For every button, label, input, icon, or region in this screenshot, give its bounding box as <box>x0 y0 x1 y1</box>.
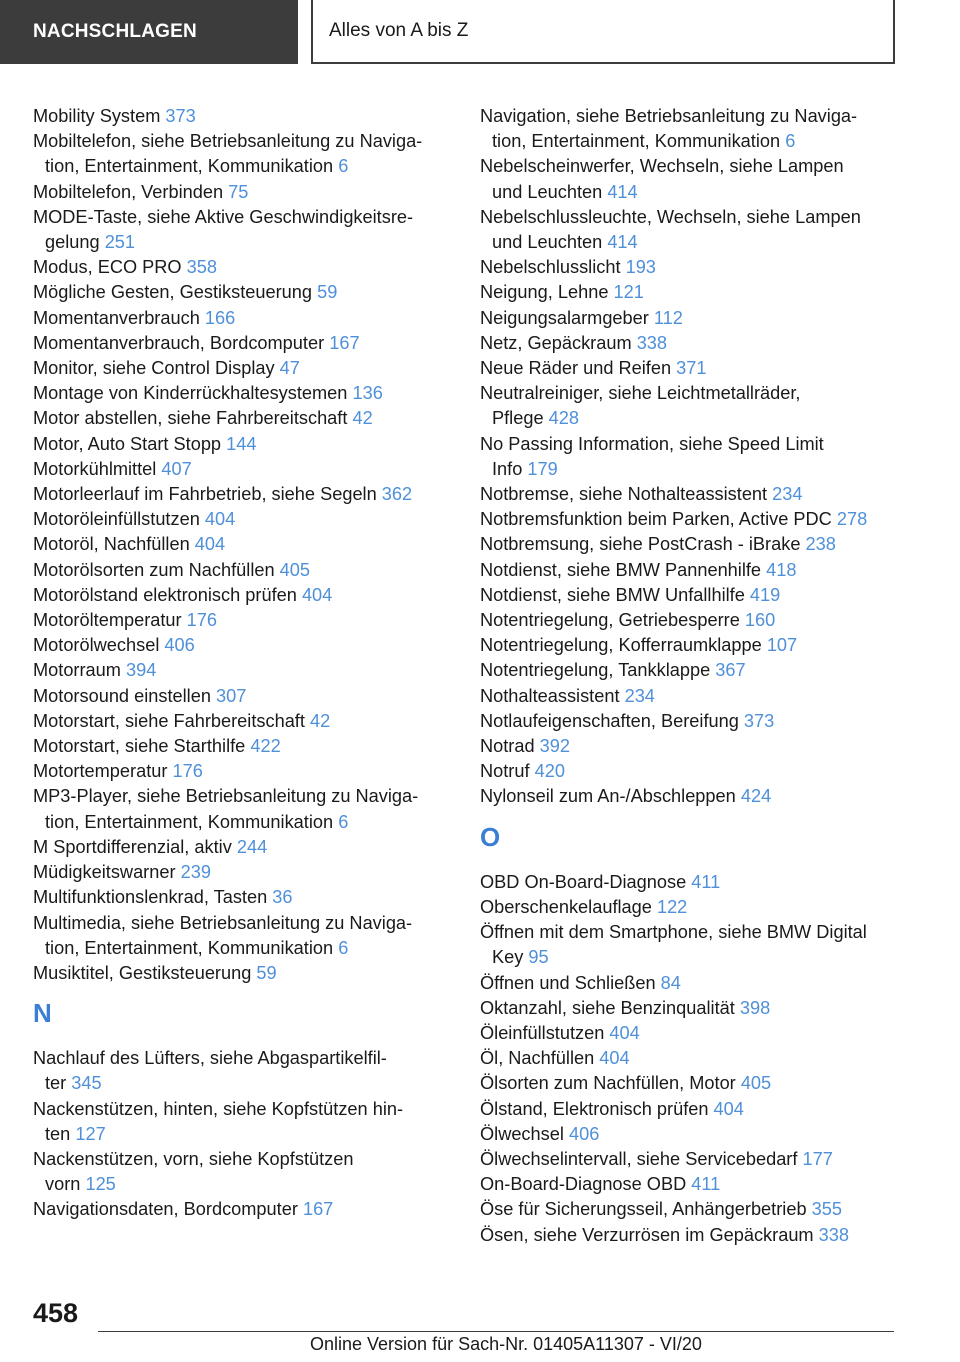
index-entry <box>33 1046 453 1096</box>
index-entry-text: Montage von Kinderrückhaltesystemen <box>33 383 348 404</box>
index-entry-text: Motorleerlauf im Fahrbetrieb, siehe Segeln <box>33 484 377 505</box>
index-entry-text: Mögliche Gesten, Gestiksteuerung <box>33 282 313 303</box>
index-entry-text: MP3-Player, siehe Betriebsanleitung zu Naviga‐ <box>33 786 419 807</box>
index-entry-text: Multifunktionslenkrad, Tasten <box>33 887 268 908</box>
index-entry <box>33 205 453 255</box>
index-entry <box>33 507 453 532</box>
index-entry <box>33 911 453 961</box>
page-reference-link[interactable]: 136 <box>352 383 383 404</box>
index-entry <box>480 583 920 608</box>
index-entry-text: Motorstart, siehe Fahrbereitschaft <box>33 710 305 731</box>
page-reference-link[interactable]: 411 <box>691 871 721 892</box>
page-reference-link[interactable]: 414 <box>607 181 638 202</box>
index-entry-text: Öse für Sicherungsseil, Anhängerbetrieb <box>480 1199 807 1220</box>
index-entry <box>480 1021 920 1046</box>
index-entry-text: Momentanverbrauch, Bordcomputer <box>33 332 325 353</box>
page-reference-link[interactable]: 371 <box>676 358 707 379</box>
index-entry-text: Multimedia, siehe Betriebsanleitung zu Naviga‐ <box>33 912 413 933</box>
page-reference-link[interactable]: 373 <box>743 710 775 731</box>
index-entry-text: Modus, ECO PRO <box>33 257 182 278</box>
index-entry-text: Notdienst, siehe BMW Pannenhilfe <box>480 559 762 580</box>
index-entry <box>33 835 453 860</box>
page-reference-link[interactable]: 419 <box>749 584 781 605</box>
index-entry <box>480 356 920 381</box>
index-entry <box>33 961 453 986</box>
page-reference-link[interactable]: 107 <box>766 635 798 656</box>
index-entry <box>480 331 920 356</box>
page-number: 458 <box>33 1298 79 1328</box>
index-entry <box>33 608 453 633</box>
index-entry <box>33 457 453 482</box>
index-entry-text: Motorölsorten zum Nachfüllen <box>33 559 275 580</box>
page-reference-link[interactable]: 428 <box>548 408 579 429</box>
page-reference-link[interactable]: 42 <box>352 408 373 429</box>
index-entry <box>33 1097 453 1147</box>
index-entry <box>33 759 453 784</box>
index-entry-text: Notlaufeigenschaften, Bereifung <box>480 710 739 731</box>
letter-heading: O <box>480 821 501 852</box>
index-entry-text: Info <box>492 458 523 479</box>
page-reference-link[interactable]: 127 <box>75 1123 106 1144</box>
index-entry-text: tion, Entertainment, Kommunikation <box>492 131 781 152</box>
index-entry-text: Momentanverbrauch <box>33 307 200 328</box>
index-entry <box>480 895 920 920</box>
index-entry-text: Oktanzahl, siehe Benzinqualität <box>480 997 735 1018</box>
page-reference-link[interactable]: 404 <box>194 534 226 555</box>
chapter-title: Alles von A bis Z <box>311 0 895 64</box>
index-entry <box>480 1172 920 1197</box>
index-entry <box>480 870 920 895</box>
page-reference-link[interactable]: 418 <box>766 559 797 580</box>
page-reference-link[interactable]: 125 <box>85 1174 116 1195</box>
page-reference-link[interactable]: 422 <box>250 736 281 757</box>
index-entry-text: Motorölwechsel <box>33 635 160 656</box>
page-reference-link[interactable]: 407 <box>161 458 192 479</box>
page-reference-link[interactable]: 179 <box>527 458 558 479</box>
index-entry-text: Nackenstützen, hinten, siehe Kopfstützen hin‐ <box>33 1098 404 1119</box>
index-entry-text: M Sportdifferenzial, aktiv <box>33 836 232 857</box>
page-reference-link[interactable]: 414 <box>607 232 638 253</box>
index-entry <box>480 104 920 154</box>
index-entry-text: gelung <box>45 232 100 253</box>
index-entry-text: tion, Entertainment, Kommunikation <box>45 156 334 177</box>
index-entry <box>33 255 453 280</box>
index-entry-text: Notdienst, siehe BMW Unfallhilfe <box>480 584 745 605</box>
index-entry-text: tion, Entertainment, Kommunikation <box>45 937 334 958</box>
index-entry-text: Mobility System <box>33 106 161 126</box>
index-entry <box>33 356 453 381</box>
page-reference-link[interactable]: 404 <box>599 1048 630 1069</box>
index-entry <box>480 996 920 1021</box>
index-entry <box>480 784 920 809</box>
index-entry <box>480 558 920 583</box>
page-reference-link[interactable]: 406 <box>568 1123 600 1144</box>
index-entry <box>480 709 920 734</box>
page-reference-link[interactable]: 238 <box>805 534 836 555</box>
index-entry-text: vorn <box>45 1174 81 1195</box>
index-entry-text: Motor abstellen, siehe Fahrbereitschaft <box>33 408 348 429</box>
page-reference-link[interactable]: 404 <box>609 1022 640 1043</box>
page-reference-link[interactable]: 176 <box>186 610 218 631</box>
page-reference-link[interactable]: 95 <box>528 947 549 968</box>
index-entry <box>480 306 920 331</box>
index-entry <box>480 1197 920 1222</box>
index-entry-text: Ölwechsel <box>480 1123 564 1144</box>
index-entry-text: Nebelschlusslicht <box>480 257 621 278</box>
index-entry <box>33 583 453 608</box>
index-entry <box>480 734 920 759</box>
index-entry-text: Motorstart, siehe Starthilfe <box>33 736 246 757</box>
page-reference-link[interactable]: 373 <box>165 106 196 126</box>
index-entry <box>33 432 453 457</box>
index-entry <box>480 255 920 280</box>
index-entry-text: Motorkühlmittel <box>33 458 157 479</box>
index-entry <box>33 860 453 885</box>
index-entry-text: Musiktitel, Gestiksteuerung <box>33 962 252 983</box>
page-reference-link[interactable]: 75 <box>228 181 249 202</box>
index-entry <box>480 482 920 507</box>
index-entry-text: Notentriegelung, Getriebesperre <box>480 610 740 631</box>
index-entry <box>33 280 453 305</box>
index-entry <box>33 734 453 759</box>
index-entry-text: Nackenstützen, vorn, siehe Kopfstützen <box>33 1148 354 1169</box>
page-reference-link[interactable]: 59 <box>256 962 277 983</box>
page-reference-link[interactable]: 411 <box>691 1174 721 1195</box>
page-reference-link[interactable]: 6 <box>338 937 349 958</box>
index-entry <box>33 381 453 406</box>
page-reference-link[interactable]: 144 <box>226 433 257 454</box>
page-reference-link[interactable]: 338 <box>818 1224 850 1245</box>
index-entry <box>33 684 453 709</box>
index-entry-text: Nachlauf des Lüfters, siehe Abgaspartikelfil‐ <box>33 1048 387 1069</box>
page-reference-link[interactable]: 112 <box>653 307 683 328</box>
index-entry-text: Notrad <box>480 736 535 757</box>
page-reference-link[interactable]: 404 <box>301 584 333 605</box>
index-entry-text: Ölwechselintervall, siehe Servicebedarf <box>480 1148 798 1169</box>
page-reference-link[interactable]: 398 <box>739 997 771 1018</box>
index-entry-text: Mobiltelefon, siehe Betriebsanleitung zu Naviga‐ <box>33 131 423 152</box>
index-entry <box>33 1147 453 1197</box>
index-entry-text: Ölstand, Elektronisch prüfen <box>480 1098 709 1119</box>
index-entry <box>33 482 453 507</box>
page-reference-link[interactable]: 362 <box>381 484 413 505</box>
index-entry-text: Motoröltemperatur <box>33 610 182 631</box>
page-reference-link[interactable]: 6 <box>785 131 796 152</box>
index-entry <box>480 154 920 204</box>
index-entry-text: MODE-Taste, siehe Aktive Geschwindigkeitsre‐ <box>33 206 414 227</box>
page-reference-link[interactable]: 338 <box>636 332 668 353</box>
index-entry <box>480 971 920 996</box>
page-reference-link[interactable]: 177 <box>802 1148 833 1169</box>
index-entry <box>480 658 920 683</box>
page-header <box>0 0 960 66</box>
index-entry-text: ten <box>45 1123 71 1144</box>
page-reference-link[interactable]: 36 <box>272 887 293 908</box>
index-entry-text: Notruf <box>480 761 530 782</box>
index-entry-text: Motorsound einstellen <box>33 685 211 706</box>
footer-version: Online Version für Sach-Nr. 01405A11307 - VI/20 <box>310 1334 702 1354</box>
index-entry <box>33 406 453 431</box>
index-entry <box>480 608 920 633</box>
index-entry <box>480 1046 920 1071</box>
page-reference-link[interactable]: 406 <box>164 635 195 656</box>
page-reference-link[interactable]: 307 <box>216 685 247 706</box>
page-reference-link[interactable]: 160 <box>744 610 776 631</box>
index-entry-text: ter <box>45 1073 67 1094</box>
index-entry-text: Neutralreiniger, siehe Leichtmetallräder, <box>480 383 801 404</box>
index-entry-text: Mobiltelefon, Verbinden <box>33 181 224 202</box>
index-entry <box>33 532 453 557</box>
index-entry <box>480 759 920 784</box>
index-entry <box>480 1223 920 1248</box>
page-reference-link[interactable]: 345 <box>71 1073 102 1094</box>
index-entry-text: Motortemperatur <box>33 761 168 782</box>
page-reference-link[interactable]: 166 <box>204 307 236 328</box>
page-reference-link[interactable]: 121 <box>613 282 644 303</box>
index-entry <box>33 331 453 356</box>
index-entry <box>480 633 920 658</box>
index-entry-text: Oberschenkelauflage <box>480 896 652 917</box>
index-entry <box>33 709 453 734</box>
index-entry-text: OBD On-Board-Diagnose <box>480 871 687 892</box>
page-reference-link[interactable]: 404 <box>713 1098 744 1119</box>
index-entry <box>480 1147 920 1172</box>
index-entry <box>480 920 920 970</box>
index-entry-text: No Passing Information, siehe Speed Limit <box>480 433 824 454</box>
page-reference-link[interactable]: 239 <box>180 862 211 883</box>
page-reference-link[interactable]: 122 <box>656 896 688 917</box>
section-tab: NACHSCHLAGEN <box>0 0 298 64</box>
index-entry <box>480 205 920 255</box>
index-entry-text: Motoröl, Nachfüllen <box>33 534 190 555</box>
index-entry-text: Netz, Gepäckraum <box>480 332 632 353</box>
index-entry <box>480 1097 920 1122</box>
index-entry-text: Öffnen mit dem Smartphone, siehe BMW Digital <box>480 922 867 943</box>
index-entry <box>480 532 920 557</box>
index-entry-text: Ösen, siehe Verzurrösen im Gepäckraum <box>480 1224 814 1245</box>
index-entry-text: Nebelschlussleuchte, Wechseln, siehe Lampen <box>480 206 861 227</box>
index-entry-text: Nothalteassistent <box>480 685 620 706</box>
index-entry-text: Key <box>492 947 524 968</box>
page-reference-link[interactable]: 244 <box>236 836 268 857</box>
index-entry <box>480 432 920 482</box>
page-reference-link[interactable]: 278 <box>836 509 868 530</box>
index-entry <box>480 1122 920 1147</box>
index-entry-text: Monitor, siehe Control Display <box>33 358 275 379</box>
letter-heading: N <box>33 998 52 1029</box>
index-entry <box>33 784 453 834</box>
page-reference-link[interactable]: 167 <box>329 332 360 353</box>
index-entry-text: Motoröleinfüllstutzen <box>33 509 200 530</box>
page-reference-link[interactable]: 405 <box>740 1073 772 1094</box>
footer-divider <box>98 1331 894 1332</box>
index-entry <box>33 180 453 205</box>
index-entry <box>33 129 453 179</box>
index-entry <box>33 658 453 683</box>
page-reference-link[interactable]: 6 <box>338 811 349 832</box>
page-reference-link[interactable]: 176 <box>172 761 203 782</box>
page-reference-link[interactable]: 358 <box>186 257 217 278</box>
page-reference-link[interactable]: 405 <box>279 559 311 580</box>
index-entry-text: tion, Entertainment, Kommunikation <box>45 811 334 832</box>
index-entry-text: und Leuchten <box>492 232 603 253</box>
index-entry <box>480 684 920 709</box>
page-reference-link[interactable]: 355 <box>811 1199 842 1220</box>
index-entry-text: Navigationsdaten, Bordcomputer <box>33 1199 298 1220</box>
index-entry-text: Neigungsalarmgeber <box>480 307 649 328</box>
index-entry <box>33 1197 453 1222</box>
page-reference-link[interactable]: 59 <box>317 282 338 303</box>
index-entry-text: Notbremsung, siehe PostCrash - iBrake <box>480 534 801 555</box>
index-entry-text: Nebelscheinwerfer, Wechseln, siehe Lampen <box>480 156 844 177</box>
index-entry <box>480 507 920 532</box>
index-entry <box>480 381 920 431</box>
index-column-left <box>33 104 453 1223</box>
index-entry-text: Pflege <box>492 408 544 429</box>
index-entry-text: Notentriegelung, Kofferraumklappe <box>480 635 762 656</box>
index-entry-text: Navigation, siehe Betriebsanleitung zu Naviga‐ <box>480 106 858 126</box>
page-reference-link[interactable]: 167 <box>302 1199 334 1220</box>
index-entry-text: On-Board-Diagnose OBD <box>480 1174 687 1195</box>
index-entry-text: Motorraum <box>33 660 121 681</box>
index-entry <box>33 558 453 583</box>
index-entry-text: und Leuchten <box>492 181 603 202</box>
index-entry-text: Nylonseil zum An-/Abschleppen <box>480 786 736 807</box>
index-entry <box>33 633 453 658</box>
index-entry-text: Neigung, Lehne <box>480 282 609 303</box>
index-entry-text: Ölsorten zum Nachfüllen, Motor <box>480 1073 736 1094</box>
index-entry-text: Neue Räder und Reifen <box>480 358 672 379</box>
page-reference-link[interactable]: 234 <box>772 484 803 505</box>
page-reference-link[interactable]: 392 <box>539 736 571 757</box>
index-column-right <box>480 104 920 1248</box>
index-entry-text: Öl, Nachfüllen <box>480 1048 595 1069</box>
page-reference-link[interactable]: 394 <box>126 660 157 681</box>
index-entry <box>33 306 453 331</box>
index-entry <box>480 1071 920 1096</box>
page-reference-link[interactable]: 251 <box>104 232 136 253</box>
page-reference-link[interactable]: 404 <box>204 509 236 530</box>
page-reference-link[interactable]: 193 <box>625 257 656 278</box>
page-reference-link[interactable]: 367 <box>715 660 746 681</box>
index-entry-text: Notbremsfunktion beim Parken, Active PDC <box>480 509 832 530</box>
index-entry <box>480 280 920 305</box>
page-reference-link[interactable]: 42 <box>309 710 331 731</box>
index-entry-text: Motorölstand elektronisch prüfen <box>33 584 297 605</box>
index-entry <box>33 885 453 910</box>
page-reference-link[interactable]: 420 <box>534 761 565 782</box>
index-entry-text: Notentriegelung, Tankklappe <box>480 660 711 681</box>
page-reference-link[interactable]: 424 <box>740 786 772 807</box>
index-entry-text: Öffnen und Schließen <box>480 972 656 993</box>
index-entry-text: Motor, Auto Start Stopp <box>33 433 222 454</box>
page-reference-link[interactable]: 84 <box>660 972 681 993</box>
index-entry-text: Öleinfüllstutzen <box>480 1022 605 1043</box>
page-reference-link[interactable]: 6 <box>338 156 349 177</box>
index-entry <box>33 104 453 129</box>
index-entry-text: Müdigkeitswarner <box>33 862 176 883</box>
index-entry-text: Notbremse, siehe Nothalteassistent <box>480 484 768 505</box>
page-reference-link[interactable]: 47 <box>279 358 300 379</box>
page-reference-link[interactable]: 234 <box>624 685 655 706</box>
